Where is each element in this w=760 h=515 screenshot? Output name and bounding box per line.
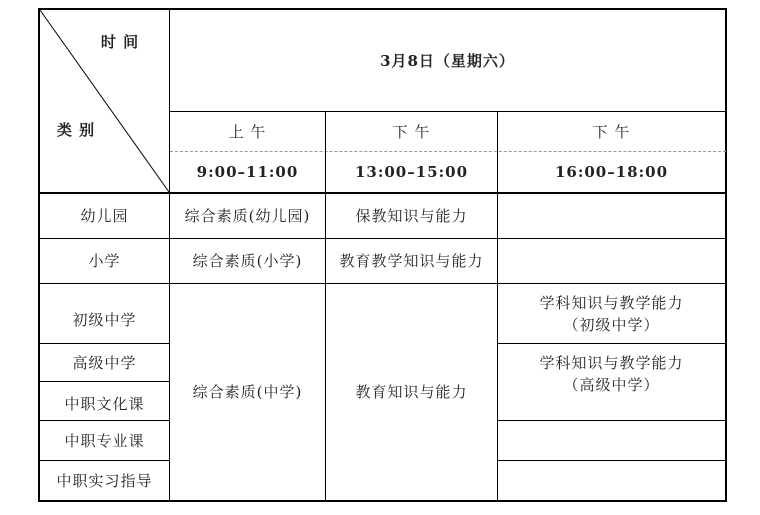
subject-kindergarten-morning: 综合素质(幼儿园) bbox=[184, 207, 311, 225]
session-time-1: 9:00–11:00 bbox=[196, 163, 299, 181]
date-header: 3月8日（星期六） bbox=[380, 51, 515, 70]
category-vocational-practice: 中职实习指导 bbox=[56, 471, 153, 490]
session-label-2: 下 午 bbox=[392, 122, 431, 141]
session-label-3: 下 午 bbox=[592, 122, 631, 141]
session-time-2: 13:00–15:00 bbox=[354, 163, 469, 181]
category-primary: 小学 bbox=[88, 252, 121, 270]
subject-primary-morning: 综合素质(小学) bbox=[192, 252, 303, 270]
corner-time-label: 时 间 bbox=[100, 33, 140, 51]
session-label-1: 上 午 bbox=[228, 122, 267, 141]
subject-middle-afternoon: 教育知识与能力 bbox=[355, 383, 468, 401]
corner-category-label: 类 别 bbox=[56, 121, 96, 139]
subject-kindergarten-afternoon: 保教知识与能力 bbox=[355, 207, 468, 225]
subject-junior-late-afternoon: 学科知识与教学能力 （初级中学） bbox=[539, 293, 684, 334]
category-kindergarten: 幼儿园 bbox=[80, 207, 129, 225]
session-time-3: 16:00–18:00 bbox=[554, 163, 669, 181]
subject-primary-afternoon: 教育教学知识与能力 bbox=[339, 252, 484, 270]
subject-senior-late-afternoon: 学科知识与教学能力 （高级中学） bbox=[539, 354, 684, 394]
category-vocational-culture: 中职文化课 bbox=[64, 395, 145, 413]
category-junior-middle: 初级中学 bbox=[72, 310, 137, 329]
category-senior-middle: 高级中学 bbox=[72, 353, 137, 372]
category-vocational-specialty: 中职专业课 bbox=[64, 431, 145, 450]
subject-middle-morning: 综合素质(中学) bbox=[192, 383, 303, 401]
